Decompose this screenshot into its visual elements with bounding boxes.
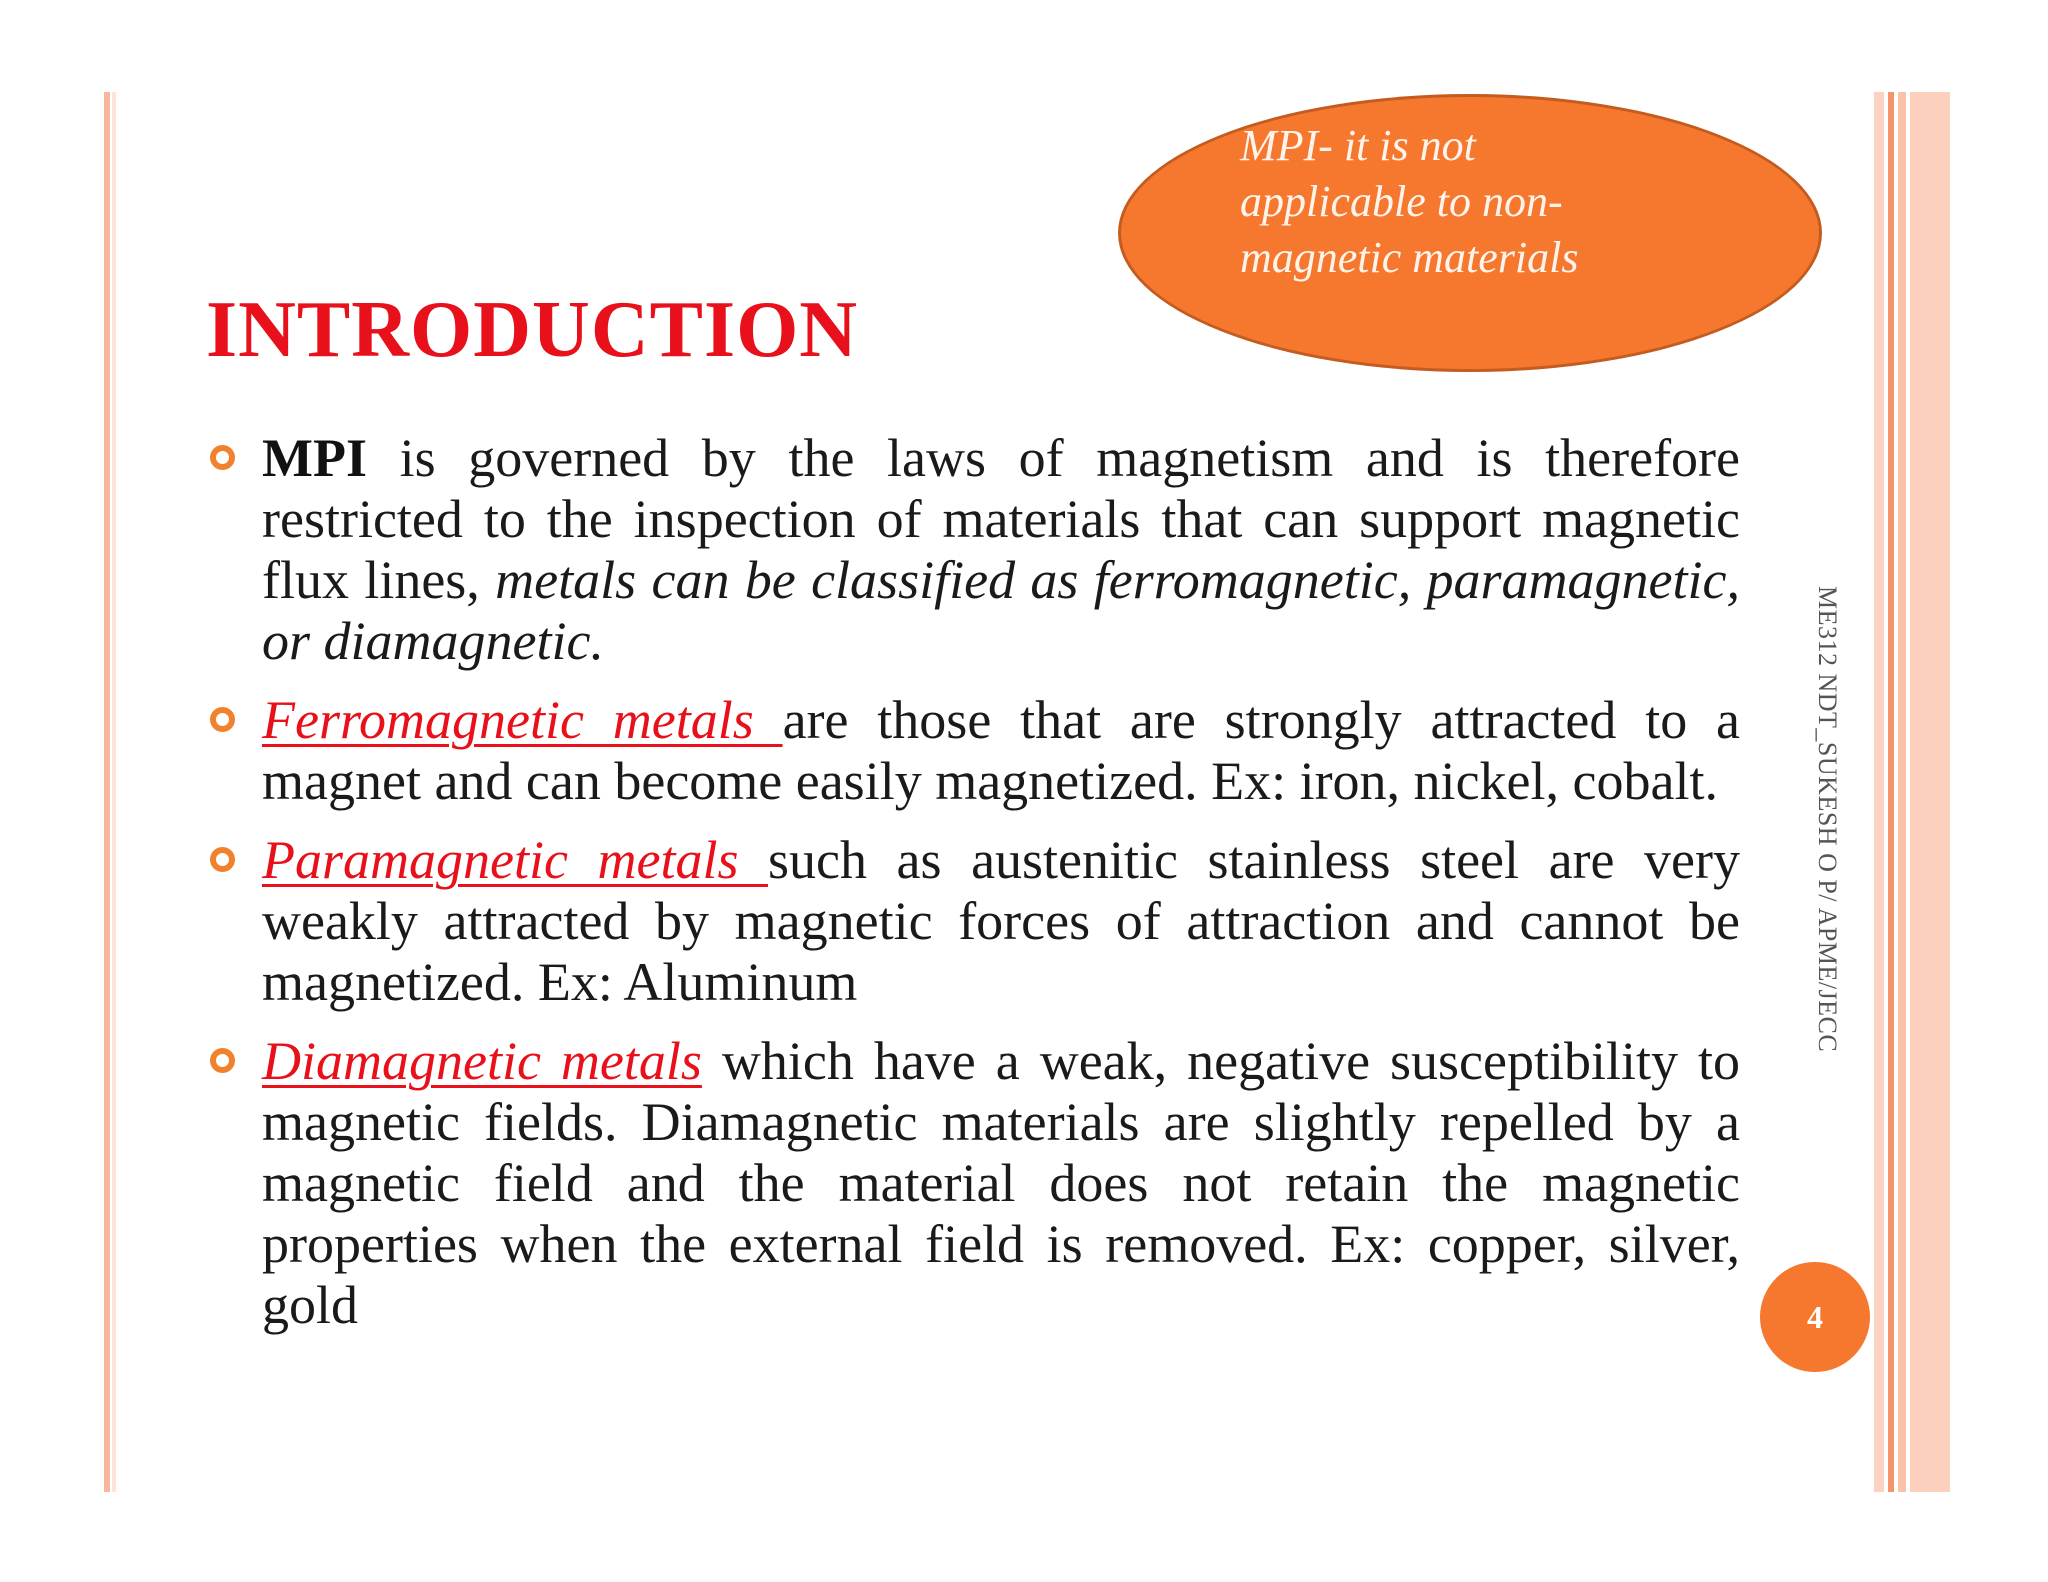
term-paramagnetic: Paramagnetic metals: [262, 830, 769, 890]
term-ferromagnetic: Ferromagnetic metals: [262, 690, 783, 750]
bullet-list: [262, 428, 1740, 1354]
left-decor-stripe: [104, 92, 110, 1492]
right-decor-stripe-c: [1898, 92, 1906, 1492]
left-decor-stripe-light: [112, 92, 116, 1492]
bullet-text: [262, 830, 1740, 1013]
page-number-badge: [1760, 1262, 1870, 1372]
bullet-text: [262, 1031, 1740, 1336]
right-decor-stripe-b: [1888, 92, 1894, 1492]
bullet-body: which have a weak, negative susceptibility to magnetic fields. Diamagnetic materials are slightly repelled by a magnetic field and the material does not retain the magnetic properties when the external field is removed. Ex: copper, silver, gold: [262, 1031, 1740, 1335]
bullet-text: [262, 690, 1740, 812]
slide-title: INTRODUCTION: [206, 286, 859, 374]
bullet-italic-tail: metals can be classified as ferromagnetic, paramagnetic, or diamagnetic.: [262, 550, 1740, 671]
page-number: 4: [1807, 1298, 1823, 1335]
callout-text: MPI- it is not applicable to non-magnetic materials: [1240, 121, 1579, 282]
bullet-icon: [210, 1048, 235, 1073]
side-caption: ME312 NDT_SUKESH O P/ APME/JECC: [1813, 586, 1842, 1053]
term-diamagnetic: Diamagnetic metals: [262, 1031, 702, 1091]
bullet-body: are those that are strongly attracted to a magnet and can become easily magnetized. Ex: iron, nickel, cobalt.: [262, 690, 1740, 811]
list-item: [262, 1031, 1740, 1336]
bullet-body: such as austenitic stainless steel are very weakly attracted by magnetic forces of attraction and cannot be magnetized. Ex: Aluminum: [262, 830, 1740, 1012]
list-item: [262, 830, 1740, 1013]
right-decor-stripe-d: [1910, 92, 1950, 1492]
bullet-body: is governed by the laws of magnetism and is therefore restricted to the inspection of materials that can support magnetic flux lines,: [262, 428, 1740, 610]
bullet-icon: [210, 707, 235, 732]
bullet-icon: [210, 847, 235, 872]
bullet-text: [262, 428, 1740, 672]
list-item: [262, 428, 1740, 672]
right-decor-stripe-a: [1874, 92, 1884, 1492]
list-item: [262, 690, 1740, 812]
bullet-lead: MPI: [262, 428, 367, 488]
bullet-icon: [210, 445, 235, 470]
